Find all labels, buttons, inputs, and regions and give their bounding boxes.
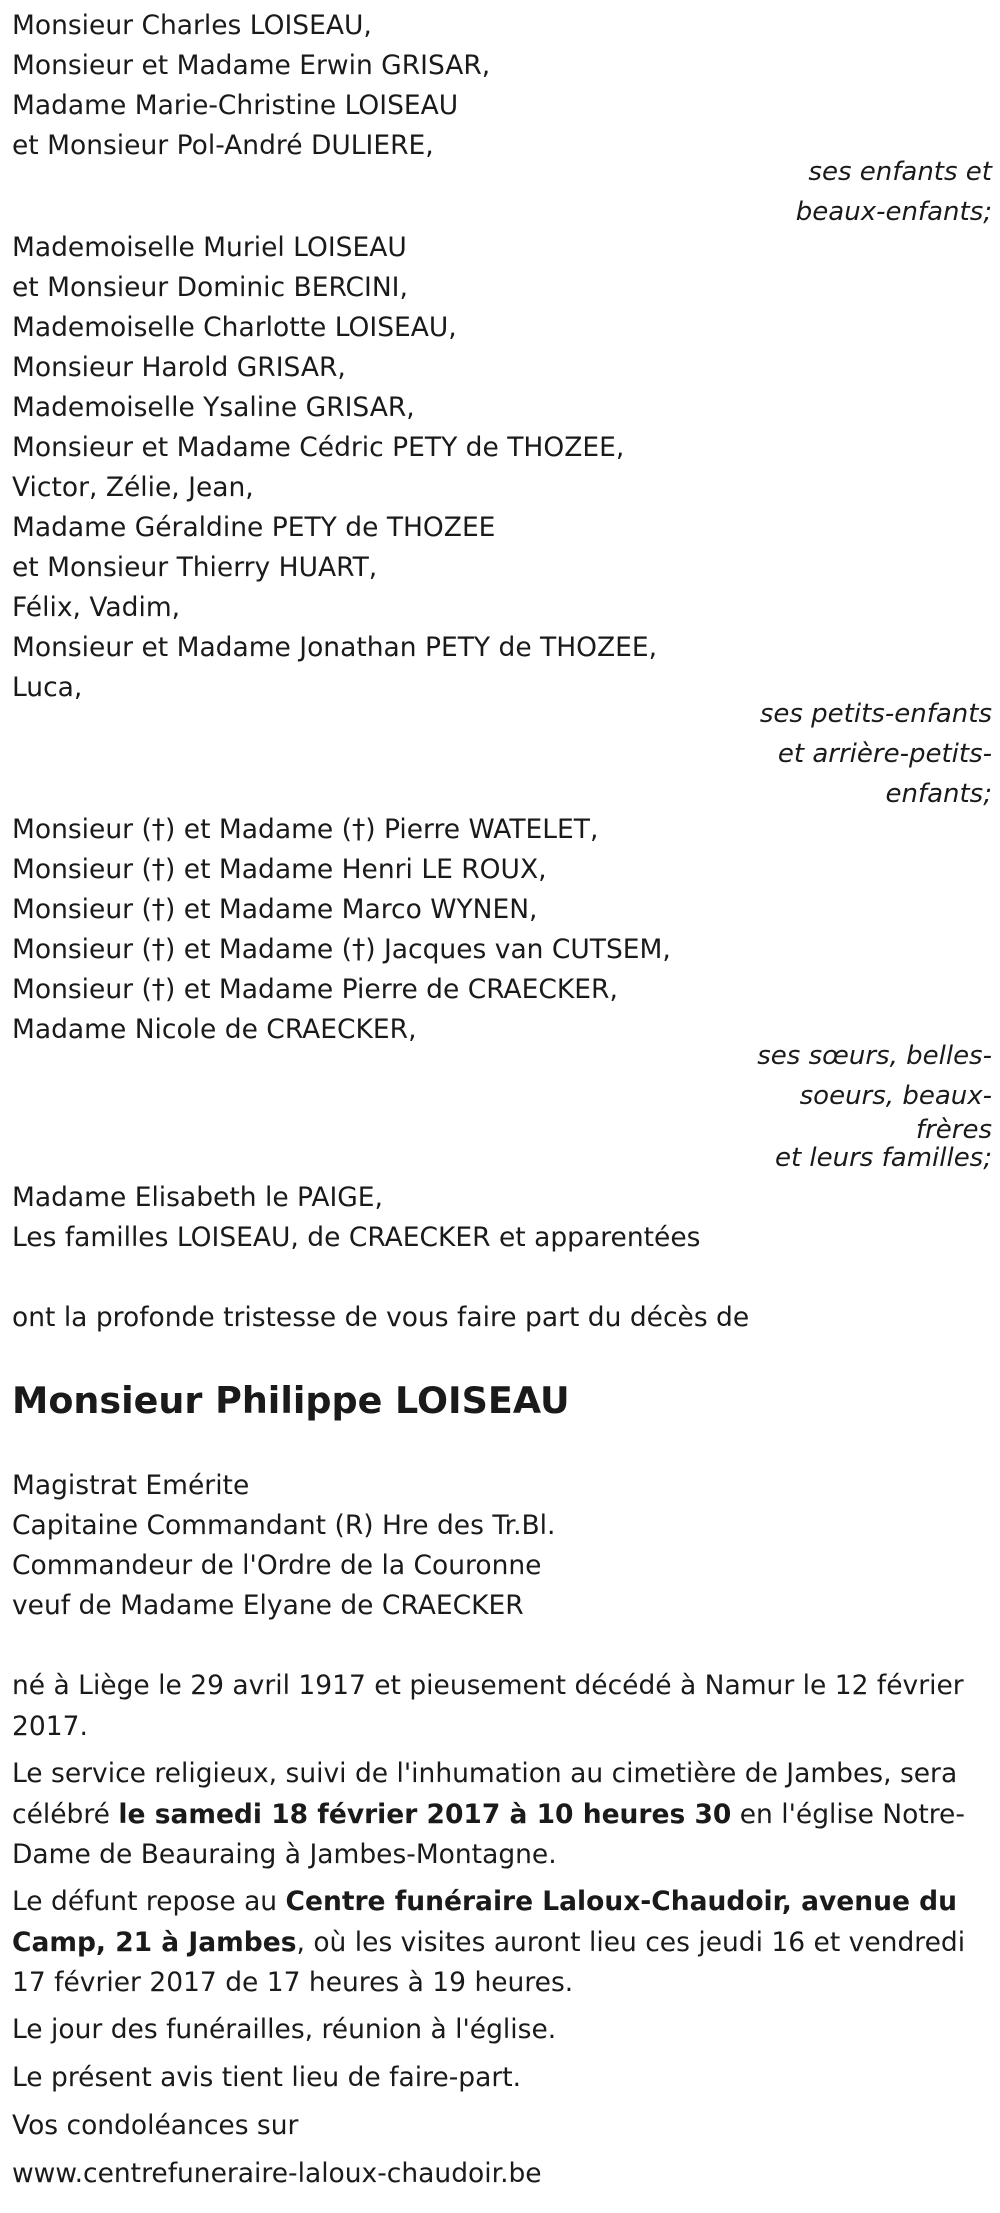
grandchildren-section bbox=[12, 228, 992, 808]
relation-line: et arrière-petits- bbox=[777, 739, 992, 769]
family-line: Monsieur et Madame Erwin GRISAR, bbox=[12, 50, 491, 81]
family-line: Mademoiselle Charlotte LOISEAU, bbox=[12, 312, 457, 343]
repose-place: Centre funéraire Laloux-Chaudoir, avenue du Camp, 21 à Jambes bbox=[12, 1886, 957, 1958]
family-line: Mademoiselle Muriel LOISEAU bbox=[12, 232, 407, 263]
deceased-name: Monsieur Philippe LOISEAU bbox=[12, 1379, 570, 1422]
title-line: Commandeur de l'Ordre de la Couronne bbox=[12, 1550, 542, 1581]
details-section bbox=[12, 1666, 992, 2206]
family-line: Monsieur et Madame Jonathan PETY de THOZEE, bbox=[12, 632, 658, 663]
title-line: Capitaine Commandant (R) Hre des Tr.Bl. bbox=[12, 1510, 556, 1541]
title-line: Magistrat Emérite bbox=[12, 1470, 250, 1501]
website-text: www.centrefuneraire-laloux-chaudoir.be bbox=[12, 2158, 542, 2189]
family-line: Félix, Vadim, bbox=[12, 592, 181, 623]
family-line: Mademoiselle Ysaline GRISAR, bbox=[12, 392, 415, 423]
deceased-section bbox=[12, 1376, 992, 1426]
repose-paragraph bbox=[12, 1882, 987, 2004]
family-line: et Monsieur Dominic BERCINI, bbox=[12, 272, 408, 303]
family-line: Luca, bbox=[12, 672, 83, 703]
relation-line: frères bbox=[915, 1115, 992, 1145]
family-line: Monsieur (†) et Madame Pierre de CRAECKER, bbox=[12, 974, 618, 1005]
family-line: Madame Elisabeth le PAIGE, bbox=[12, 1182, 383, 1213]
family-line: Madame Marie-Christine LOISEAU bbox=[12, 90, 459, 121]
family-line: Monsieur (†) et Madame Marco WYNEN, bbox=[12, 894, 538, 925]
relation-line: ses sœurs, belles- bbox=[757, 1041, 992, 1071]
relation-line: ses enfants et bbox=[808, 157, 992, 187]
service-text: Le service religieux, suivi de l'inhumation au cimetière de Jambes, sera célébré bbox=[12, 1758, 958, 1830]
titles-section bbox=[12, 1466, 992, 1626]
children-section bbox=[12, 6, 992, 226]
title-line: veuf de Madame Elyane de CRAECKER bbox=[12, 1590, 524, 1621]
repose-visits: , où les visites auront lieu ces jeudi 16 et vendredi 17 février 2017 de 17 heures à 19 heures. bbox=[12, 1926, 966, 1998]
family-line: Monsieur (†) et Madame Henri LE ROUX, bbox=[12, 854, 547, 885]
announcement-text: ont la profonde tristesse de vous faire part du décès de bbox=[12, 1302, 750, 1333]
relation-line: soeurs, beaux- bbox=[799, 1081, 992, 1111]
repose-text: Le défunt repose au bbox=[12, 1886, 286, 1917]
relation-label bbox=[662, 694, 992, 814]
birth-death-paragraph: né à Liège le 29 avril 1917 et pieusement décédé à Namur le 12 février 2017. bbox=[12, 1670, 964, 1742]
condolences-label: Vos condoléances sur bbox=[12, 2110, 299, 2141]
family-line: Monsieur Charles LOISEAU, bbox=[12, 10, 372, 41]
service-date: le samedi 18 février 2017 à 10 heures 30 bbox=[118, 1798, 732, 1830]
others-section bbox=[12, 1178, 992, 1258]
relation-line: beaux-enfants; bbox=[795, 197, 992, 227]
family-line: Monsieur (†) et Madame (†) Jacques van CUTSEM, bbox=[12, 934, 671, 965]
family-line: et Monsieur Thierry HUART, bbox=[12, 552, 378, 583]
notice-text: Le présent avis tient lieu de faire-part. bbox=[12, 2062, 522, 2093]
family-line: Les familles LOISEAU, de CRAECKER et apparentées bbox=[12, 1222, 701, 1253]
service-location: en l'église Notre-Dame de Beauraing à Jambes-Montagne. bbox=[12, 1798, 965, 1870]
siblings-section bbox=[12, 810, 992, 1180]
relation-line: et leurs familles; bbox=[774, 1143, 992, 1173]
service-paragraph bbox=[12, 1754, 987, 1876]
relation-label bbox=[662, 152, 992, 232]
family-line: et Monsieur Pol-André DULIERE, bbox=[12, 130, 434, 161]
relation-label bbox=[662, 1036, 992, 1172]
family-line: Monsieur (†) et Madame (†) Pierre WATELET, bbox=[12, 814, 599, 845]
relation-line: enfants; bbox=[885, 779, 992, 809]
family-line: Monsieur Harold GRISAR, bbox=[12, 352, 346, 383]
relation-line: ses petits-enfants bbox=[759, 699, 992, 729]
funeral-day-text: Le jour des funérailles, réunion à l'église. bbox=[12, 2014, 557, 2045]
family-line: Victor, Zélie, Jean, bbox=[12, 472, 254, 503]
family-line: Madame Géraldine PETY de THOZEE bbox=[12, 512, 496, 543]
family-line: Monsieur et Madame Cédric PETY de THOZEE, bbox=[12, 432, 625, 463]
family-line: Madame Nicole de CRAECKER, bbox=[12, 1014, 417, 1045]
announcement-section bbox=[12, 1298, 992, 1338]
